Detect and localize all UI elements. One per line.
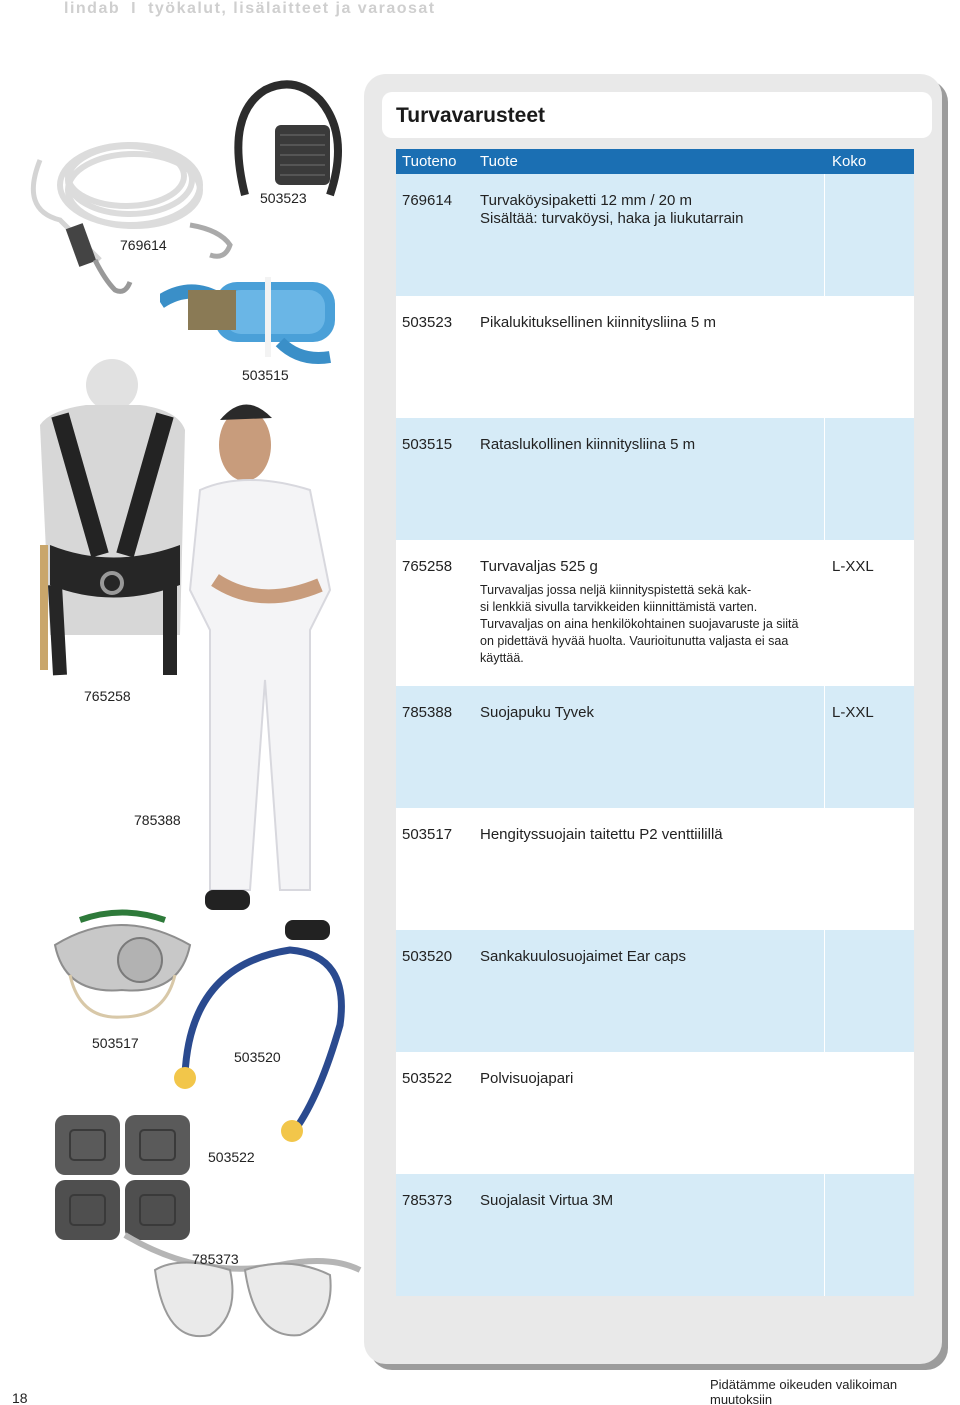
safety-glasses-image: [120, 1225, 365, 1355]
page-header: [64, 0, 436, 18]
header-separator: I: [131, 0, 138, 17]
product-code: 503515: [402, 436, 453, 453]
product-label: 765258: [84, 688, 131, 704]
product-name: Rataslukollinen kiinnitysliina 5 m: [480, 436, 696, 453]
product-code: 503523: [402, 314, 453, 331]
product-name: Turvavaljas 525 g: [480, 558, 598, 575]
product-label: 503522: [208, 1149, 255, 1165]
table-row: [396, 540, 914, 686]
product-name: Polvisuojapari: [480, 1070, 574, 1087]
coverall-image: [180, 390, 350, 950]
table-row: [396, 808, 914, 930]
product-size: L-XXL: [832, 704, 874, 721]
table-row: [396, 686, 914, 808]
column-header-code: Tuoteno: [402, 153, 457, 170]
column-divider: [824, 174, 825, 1296]
footer-disclaimer: Pidätämme oikeuden valikoiman muutoksiin: [710, 1377, 898, 1405]
brand-name: lindab: [64, 0, 121, 17]
column-header-size: Koko: [832, 153, 867, 170]
product-name: Hengityssuojain taitettu P2 venttiilillä: [480, 826, 723, 843]
product-label: 503517: [92, 1035, 139, 1051]
table-header: [396, 149, 914, 174]
column-header-product: Tuote: [480, 153, 518, 170]
product-name: Sankakuulosuojaimet Ear caps: [480, 948, 686, 965]
product-label: 503523: [260, 190, 307, 206]
product-label: 503515: [242, 367, 289, 383]
product-label: 769614: [120, 237, 167, 253]
table-row: [396, 1174, 914, 1296]
product-name: Suojapuku Tyvek: [480, 704, 594, 721]
product-description: Turvavaljas jossa neljä kiinnityspistettä sekä kak- si lenkkiä sivulla tarvikkeiden kiinnittämistä varten. Turvavaljas on aina henkilökohtainen suojavaruste ja siitä on pidettävä hyvää huolta. Vaurioitunutta valjasta ei saa käyttää.: [480, 583, 799, 665]
product-code: 503522: [402, 1070, 453, 1087]
product-label: 785388: [134, 812, 181, 828]
product-name: Pikalukituksellinen kiinnitysliina 5 m: [480, 314, 716, 331]
product-code: 785388: [402, 704, 453, 721]
product-code: 503517: [402, 826, 453, 843]
product-name: Turvaköysipaketti 12 mm / 20 m Sisältää: turvaköysi, haka ja liukutarrain: [480, 192, 744, 227]
panel-title: Turvavarusteet: [396, 104, 546, 127]
table-row: [396, 930, 914, 1052]
table-row: [396, 296, 914, 418]
product-code: 765258: [402, 558, 453, 575]
harness-image: [30, 355, 195, 680]
table-row: [396, 174, 914, 296]
product-code: 503520: [402, 948, 453, 965]
product-label: 503520: [234, 1049, 281, 1065]
product-label: 785373: [192, 1251, 239, 1267]
section-title: työkalut, lisälaitteet ja varaosat: [148, 0, 436, 17]
product-code: 769614: [402, 192, 453, 209]
product-size: L-XXL: [832, 558, 874, 575]
product-code: 785373: [402, 1192, 453, 1209]
product-name: Suojalasit Virtua 3M: [480, 1192, 614, 1209]
table-row: [396, 418, 914, 540]
page-number: 18: [12, 1390, 28, 1405]
table-row: [396, 1052, 914, 1174]
